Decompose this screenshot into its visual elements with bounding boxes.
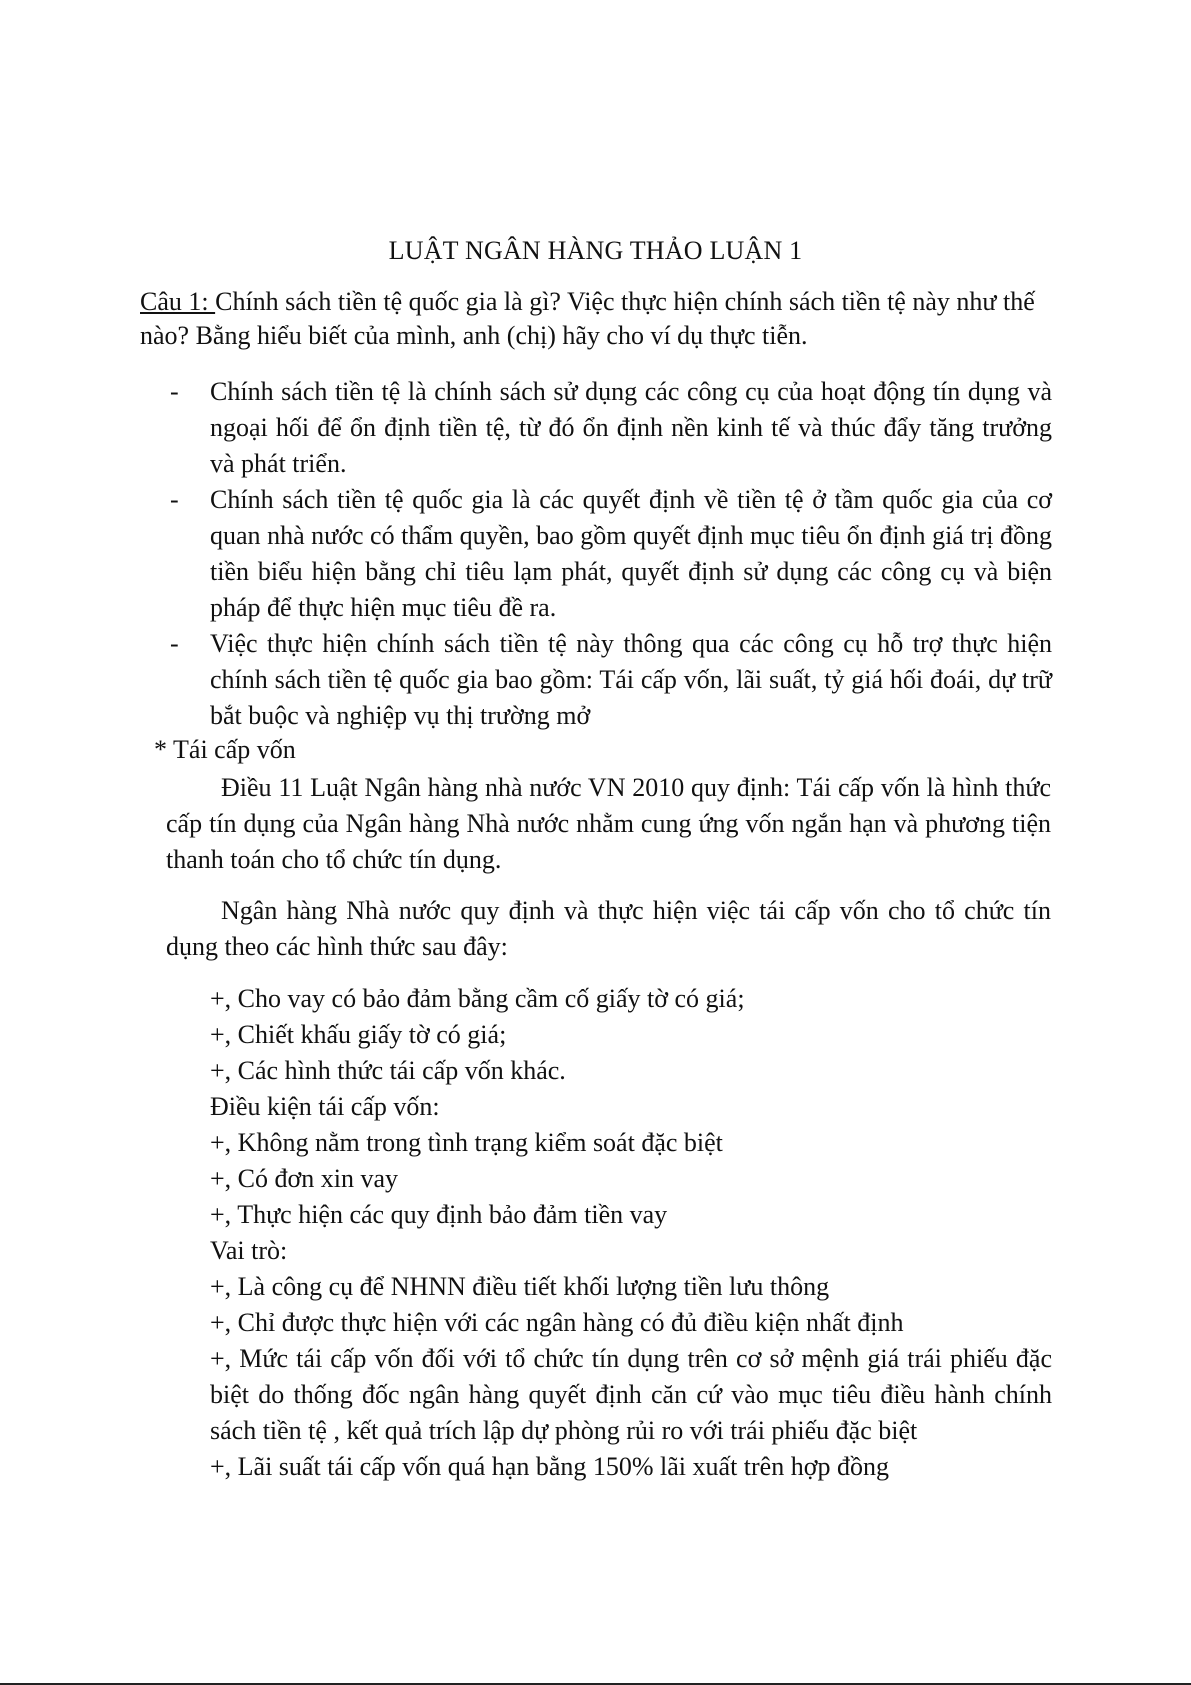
list-item xyxy=(160,626,1052,734)
bullet-text: Chính sách tiền tệ quốc gia là các quyết định về tiền tệ ở tầm quốc gia của cơ quan nhà nước có thẩm quyền, bao gồm quyết định mục tiêu ổn định giá trị đồng tiền biểu hiện bằng chỉ tiêu lạm phát, quyết định sử dụng các công cụ và biện pháp để thực hiện mục tiêu đề ra. xyxy=(210,485,1052,622)
text-line: +, Mức tái cấp vốn đối với tổ chức tín dụng trên cơ sở mệnh giá trái phiếu đặc biệt do thống đốc ngân hàng quyết định căn cứ vào mục tiêu điều hành chính sách tiền tệ , kết quả trích lập dự phòng rủi ro với trái phiếu đặc biệt xyxy=(210,1344,1052,1445)
question-text: Chính sách tiền tệ quốc gia là gì? Việc thực hiện chính sách tiền tệ này như thế nào? Bằng hiểu biết của mình, anh (chị) hãy cho ví dụ thực tiễn. xyxy=(140,287,1035,350)
bullet-marker: - xyxy=(170,485,179,514)
text-line: +, Không nằm trong tình trạng kiểm soát đặc biệt xyxy=(210,1128,723,1157)
paragraph: Ngân hàng Nhà nước quy định và thực hiện việc tái cấp vốn cho tổ chức tín dụng theo các hình thức sau đây: xyxy=(166,896,1051,961)
text-line: +, Là công cụ để NHNN điều tiết khối lượng tiền lưu thông xyxy=(210,1272,830,1301)
section-heading: * Tái cấp vốn xyxy=(154,735,296,764)
bullet-text: Việc thực hiện chính sách tiền tệ này thông qua các công cụ hỗ trợ thực hiện chính sách tiền tệ quốc gia bao gồm: Tái cấp vốn, lãi suất, tỷ giá hối đoái, dự trữ bắt buộc và nghiệp vụ thị trường mở xyxy=(210,629,1052,730)
list-item xyxy=(160,482,1052,626)
question-label: Câu 1: xyxy=(140,287,216,316)
text-line: +, Chiết khấu giấy tờ có giá; xyxy=(210,1020,507,1049)
bullet-marker: - xyxy=(170,629,179,658)
text-line: +, Có đơn xin vay xyxy=(210,1164,399,1193)
text-line: Vai trò: xyxy=(210,1236,288,1265)
text-line: +, Lãi suất tái cấp vốn quá hạn bằng 150% lãi xuất trên hợp đồng xyxy=(210,1452,889,1481)
bullet-list xyxy=(160,374,1052,734)
text-line: +, Các hình thức tái cấp vốn khác. xyxy=(210,1056,566,1085)
text-line: +, Cho vay có bảo đảm bằng cầm cố giấy tờ có giá; xyxy=(210,984,745,1013)
question-1 xyxy=(140,285,1040,353)
text-line: Điều kiện tái cấp vốn: xyxy=(210,1092,440,1121)
page-title: LUẬT NGÂN HÀNG THẢO LUẬN 1 xyxy=(388,236,803,265)
bullet-marker: - xyxy=(170,377,179,406)
list-item xyxy=(160,374,1052,482)
paragraph: Điều 11 Luật Ngân hàng nhà nước VN 2010 quy định: Tái cấp vốn là hình thức cấp tín dụng của Ngân hàng Nhà nước nhằm cung ứng vốn ngắn hạn và phương tiện thanh toán cho tổ chức tín dụng. xyxy=(166,773,1051,874)
detail-lines xyxy=(210,981,1052,1485)
text-line: +, Chỉ được thực hiện với các ngân hàng có đủ điều kiện nhất định xyxy=(210,1308,904,1337)
text-line: +, Thực hiện các quy định bảo đảm tiền vay xyxy=(210,1200,668,1229)
bullet-text: Chính sách tiền tệ là chính sách sử dụng các công cụ của hoạt động tín dụng và ngoại hối để ổn định tiền tệ, từ đó ổn định nền kinh tế và thúc đẩy tăng trưởng và phát triển. xyxy=(210,377,1052,478)
